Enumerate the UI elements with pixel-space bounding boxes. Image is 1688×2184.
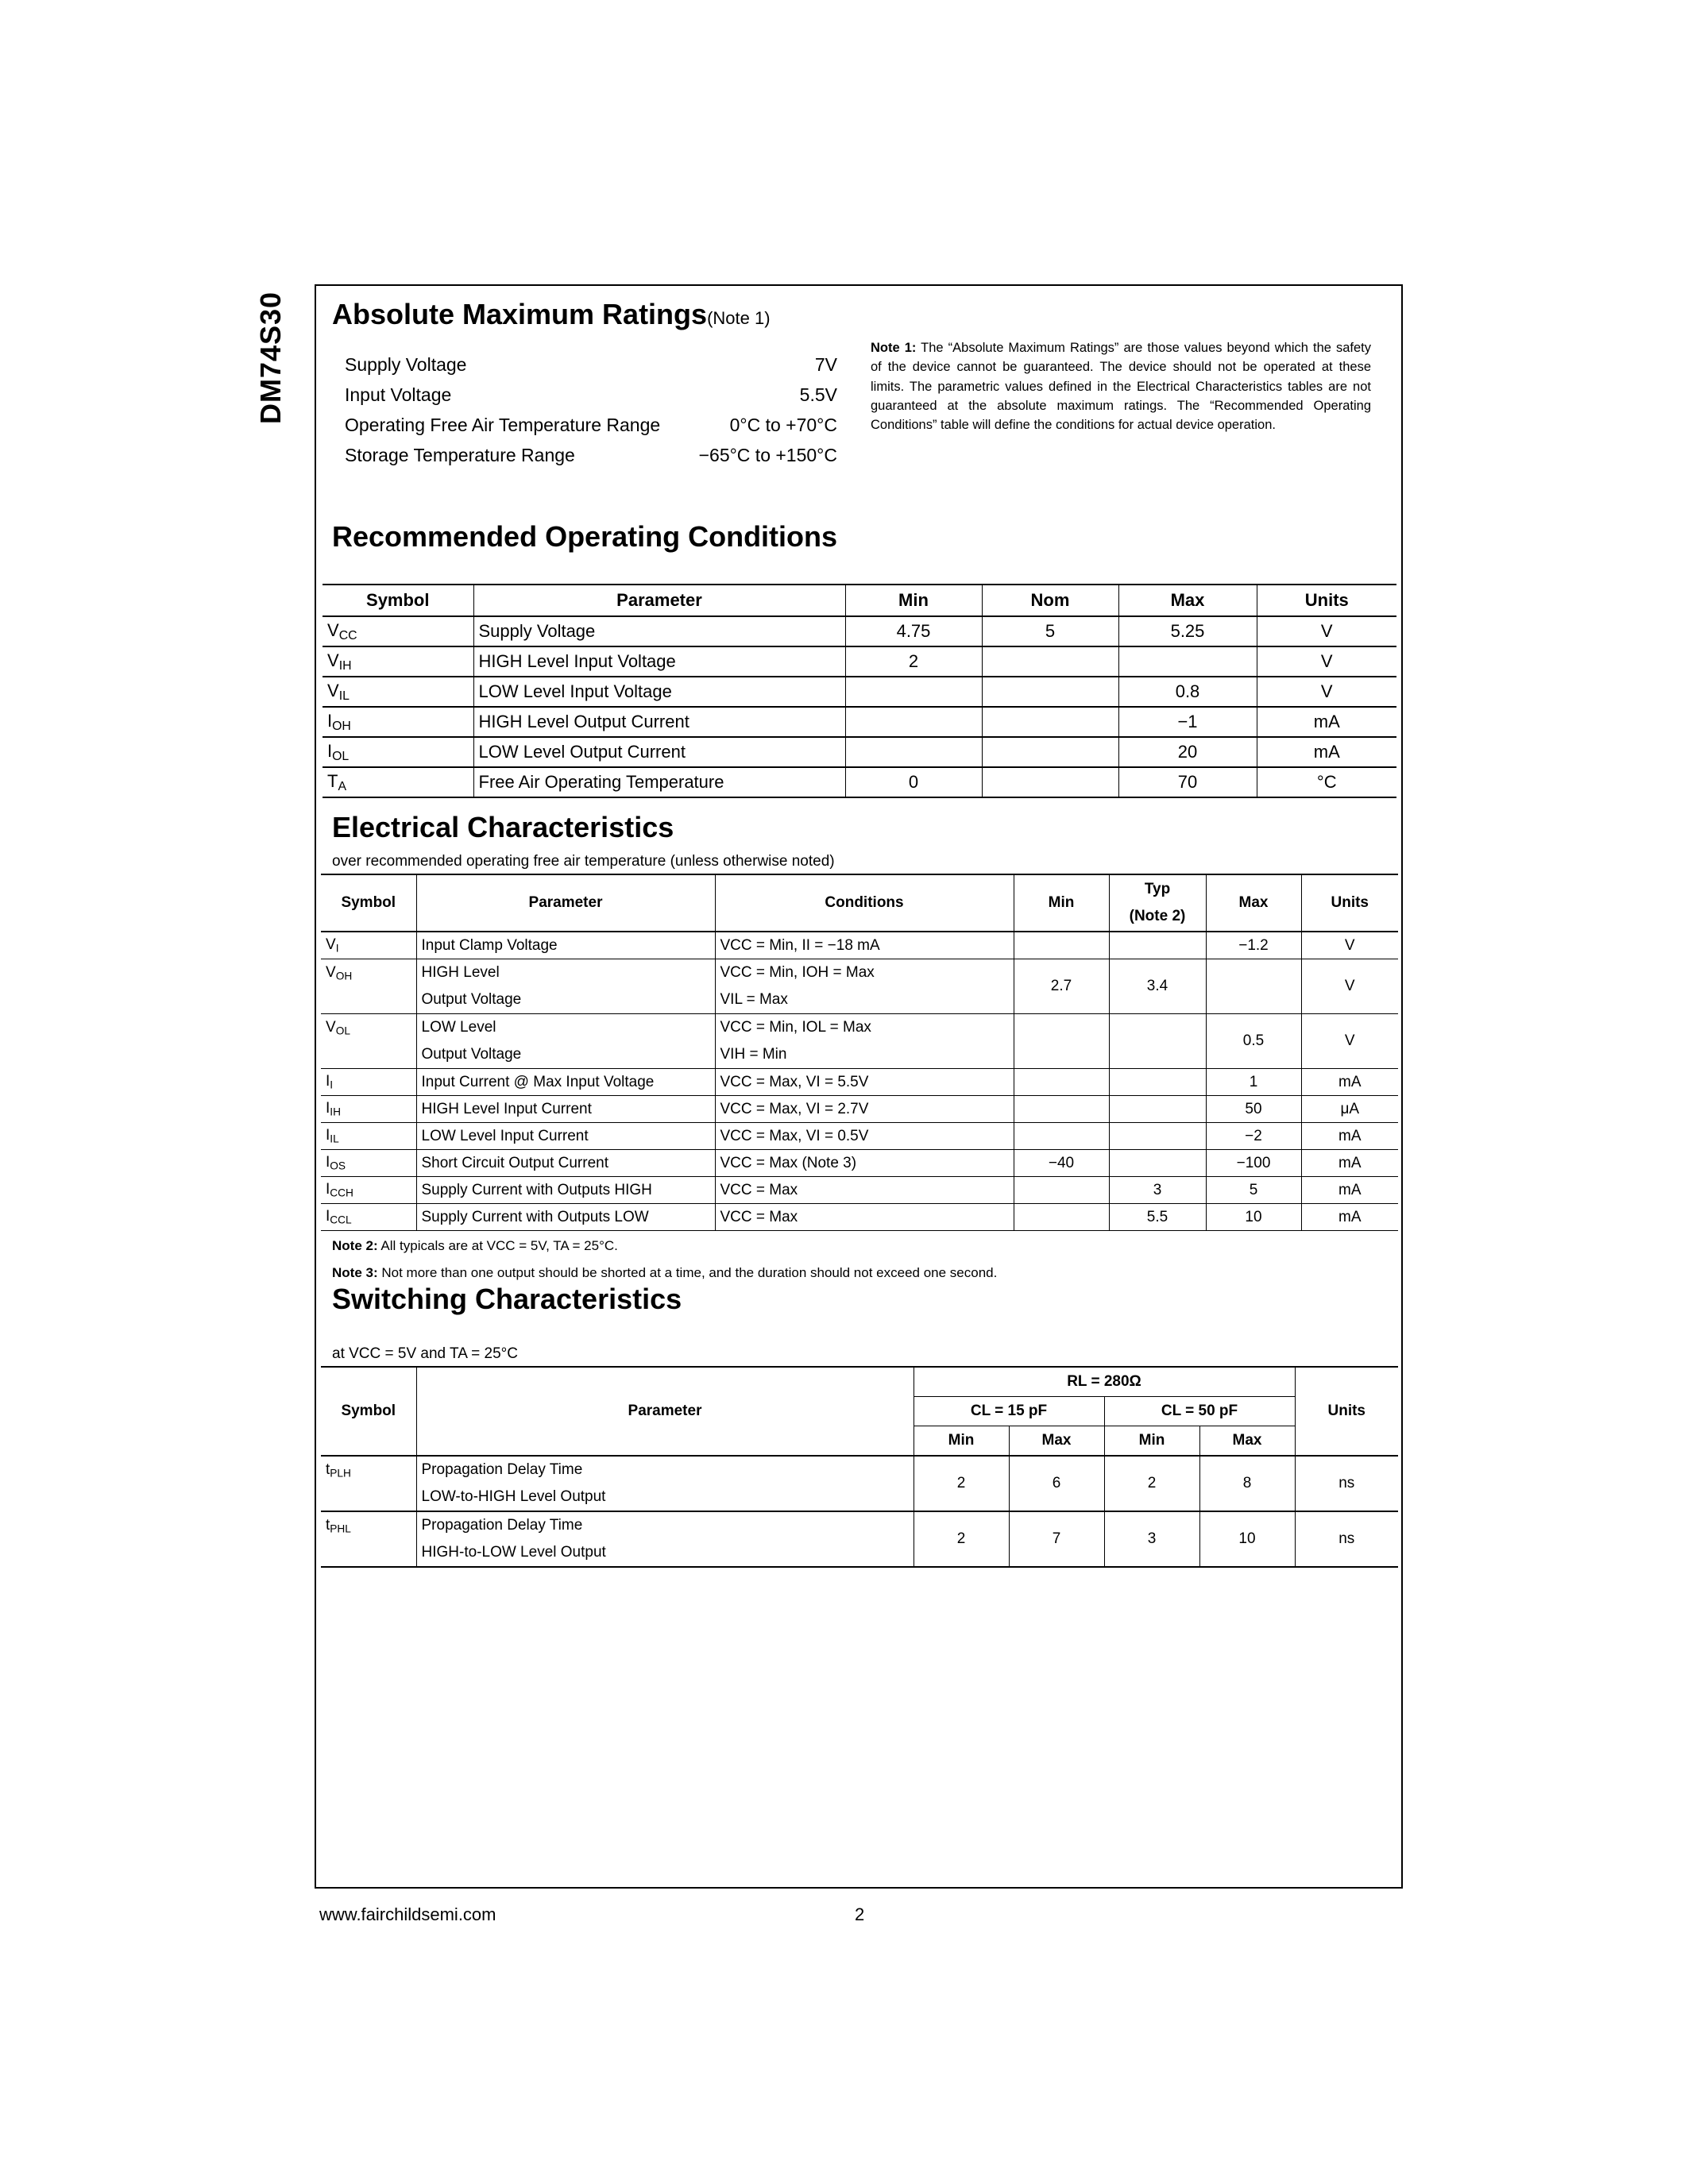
amr-label: Supply Voltage	[345, 354, 467, 375]
ec-max	[1206, 959, 1301, 1014]
sc-header-units: Units	[1295, 1367, 1398, 1456]
roc-max: 0.8	[1118, 677, 1257, 707]
amr-row	[345, 380, 837, 410]
roc-nom	[982, 767, 1118, 797]
ec-max: −100	[1206, 1150, 1301, 1177]
roc-min: 4.75	[845, 616, 982, 646]
note-3: Note 3: Not more than one output should be shorted at a time, and the duration should not exceed one second.	[332, 1265, 998, 1280]
amr-label: Operating Free Air Temperature Range	[345, 415, 661, 435]
ec-symbol: $I_{CCH}$	[321, 1177, 416, 1204]
sc-value: 2	[914, 1456, 1009, 1511]
ec-header-conditions: Conditions	[715, 874, 1014, 932]
sc-units: ns	[1295, 1456, 1398, 1511]
roc-table	[323, 584, 1396, 798]
sc-value: 7	[1009, 1511, 1104, 1567]
roc-max: −1	[1118, 707, 1257, 737]
sc-header-parameter: Parameter	[416, 1367, 914, 1456]
amr-value: 7V	[814, 354, 837, 375]
roc-parameter: Supply Voltage	[473, 616, 845, 646]
ec-max: 1	[1206, 1069, 1301, 1096]
sc-units: ns	[1295, 1511, 1398, 1567]
ec-typ	[1109, 1014, 1206, 1069]
ec-row	[321, 959, 1398, 1014]
roc-row	[323, 677, 1396, 707]
ec-symbol: $I_{OS}$	[321, 1150, 416, 1177]
ec-conditions: VCC = Max, VI = 2.7V	[715, 1096, 1014, 1123]
amr-value: 5.5V	[799, 384, 837, 405]
sc-header-max: Max	[1199, 1426, 1295, 1457]
ec-header-units: Units	[1301, 874, 1398, 932]
ec-row	[321, 1123, 1398, 1150]
sc-title: Switching Characteristics	[332, 1283, 682, 1315]
roc-max: 20	[1118, 737, 1257, 767]
ec-conditions: VCC = Min, IOL = Max VIH = Min	[715, 1014, 1014, 1069]
footer-url-link[interactable]: www.fairchildsemi.com	[319, 1904, 496, 1924]
amr-row	[345, 349, 837, 380]
roc-symbol: $T_A$	[323, 767, 473, 797]
roc-units: mA	[1257, 707, 1396, 737]
roc-nom: 5	[982, 616, 1118, 646]
ec-typ: 3	[1109, 1177, 1206, 1204]
roc-parameter: Free Air Operating Temperature	[473, 767, 845, 797]
ec-header-symbol: Symbol	[321, 874, 416, 932]
roc-min	[845, 737, 982, 767]
ec-parameter: HIGH Level Input Current	[416, 1096, 715, 1123]
ec-row	[321, 932, 1398, 959]
ec-conditions: VCC = Max (Note 3)	[715, 1150, 1014, 1177]
sc-value: 2	[1104, 1456, 1199, 1511]
roc-parameter: HIGH Level Input Voltage	[473, 646, 845, 677]
roc-symbol: $I_{OH}$	[323, 707, 473, 737]
sc-value: 8	[1199, 1456, 1295, 1511]
note-1-text: The “Absolute Maximum Ratings” are those values beyond which the safety of the device cannot be guaranteed. The device should not be operated at these limits. The parametric values defined in the Electrical Characteristics tables are not guaranteed at the absolute maximum ratings. The “Recommended Operating Conditions” table will define the conditions for actual device operation.	[871, 341, 1372, 433]
ec-typ	[1109, 932, 1206, 959]
amr-title: Absolute Maximum Ratings	[332, 298, 708, 330]
ec-max: 0.5	[1206, 1014, 1301, 1069]
ec-min	[1014, 1096, 1109, 1123]
roc-nom	[982, 737, 1118, 767]
ec-units: V	[1301, 959, 1398, 1014]
ec-min	[1014, 1069, 1109, 1096]
ec-units: mA	[1301, 1177, 1398, 1204]
ec-parameter: Short Circuit Output Current	[416, 1150, 715, 1177]
sc-parameter: Propagation Delay Time HIGH-to-LOW Level Output	[416, 1511, 914, 1567]
amr-row	[345, 440, 837, 470]
sc-symbol: $t_{PLH}$	[321, 1456, 416, 1511]
ec-symbol: $V_{OH}$	[321, 959, 416, 1014]
amr-heading	[332, 297, 771, 336]
ec-notes	[332, 1233, 997, 1287]
sc-header-cl15: CL = 15 pF	[914, 1397, 1104, 1426]
sc-header-rl: RL = 280Ω	[914, 1367, 1295, 1397]
roc-row	[323, 646, 1396, 677]
ec-units: V	[1301, 932, 1398, 959]
roc-title: Recommended Operating Conditions	[332, 520, 838, 553]
roc-units: °C	[1257, 767, 1396, 797]
ec-row	[321, 1150, 1398, 1177]
ec-units: μA	[1301, 1096, 1398, 1123]
ec-conditions: VCC = Max, VI = 5.5V	[715, 1069, 1014, 1096]
ec-symbol: $I_{IL}$	[321, 1123, 416, 1150]
roc-header-units: Units	[1257, 585, 1396, 616]
ec-min	[1014, 1204, 1109, 1231]
amr-row	[345, 410, 837, 440]
sc-header-min: Min	[1104, 1426, 1199, 1457]
ec-max: −1.2	[1206, 932, 1301, 959]
ec-units: mA	[1301, 1123, 1398, 1150]
ec-symbol: $I_{CCL}$	[321, 1204, 416, 1231]
roc-parameter: LOW Level Output Current	[473, 737, 845, 767]
ec-typ: 5.5	[1109, 1204, 1206, 1231]
sc-subtitle: at VCC = 5V and TA = 25°C	[332, 1345, 518, 1362]
ec-min: 2.7	[1014, 959, 1109, 1014]
ec-table	[321, 874, 1398, 1231]
ec-max: 10	[1206, 1204, 1301, 1231]
ec-row	[321, 1014, 1398, 1069]
ec-typ	[1109, 1069, 1206, 1096]
ec-typ	[1109, 1096, 1206, 1123]
ec-conditions: VCC = Max	[715, 1177, 1014, 1204]
ec-header-row	[321, 874, 1398, 932]
sc-table	[321, 1366, 1398, 1568]
ec-header-min: Min	[1014, 874, 1109, 932]
note-1-label: Note 1:	[871, 341, 917, 355]
roc-header-nom: Nom	[982, 585, 1118, 616]
ec-min	[1014, 1123, 1109, 1150]
ec-min	[1014, 1014, 1109, 1069]
ec-units: mA	[1301, 1150, 1398, 1177]
sc-header-row	[321, 1367, 1398, 1397]
roc-header-row	[323, 585, 1396, 616]
sc-header-cl50: CL = 50 pF	[1104, 1397, 1295, 1426]
roc-symbol: $I_{OL}$	[323, 737, 473, 767]
roc-nom	[982, 646, 1118, 677]
sc-value: 2	[914, 1511, 1009, 1567]
roc-units: mA	[1257, 737, 1396, 767]
sc-parameter: Propagation Delay Time LOW-to-HIGH Level Output	[416, 1456, 914, 1511]
ec-title: Electrical Characteristics	[332, 811, 674, 843]
ec-max: −2	[1206, 1123, 1301, 1150]
note-2: Note 2: All typicals are at VCC = 5V, TA = 25°C.	[332, 1238, 618, 1253]
roc-max: 5.25	[1118, 616, 1257, 646]
ec-header-typ: Typ (Note 2)	[1109, 874, 1206, 932]
ec-typ	[1109, 1150, 1206, 1177]
ec-symbol: $I_{IH}$	[321, 1096, 416, 1123]
roc-parameter: LOW Level Input Voltage	[473, 677, 845, 707]
ec-parameter: Input Current @ Max Input Voltage	[416, 1069, 715, 1096]
sc-header-max: Max	[1009, 1426, 1104, 1457]
roc-min: 0	[845, 767, 982, 797]
ec-symbol: $V_{OL}$	[321, 1014, 416, 1069]
ec-conditions: VCC = Max	[715, 1204, 1014, 1231]
roc-nom	[982, 707, 1118, 737]
amr-label: Storage Temperature Range	[345, 445, 575, 465]
roc-row	[323, 707, 1396, 737]
sc-row	[321, 1511, 1398, 1567]
ec-symbol: $I_I$	[321, 1069, 416, 1096]
ec-min: −40	[1014, 1150, 1109, 1177]
amr-label: Input Voltage	[345, 384, 452, 405]
roc-max	[1118, 646, 1257, 677]
part-number-side-title: DM74S30	[254, 291, 287, 424]
roc-symbol: $V_{IH}$	[323, 646, 473, 677]
note-1	[871, 338, 1371, 434]
ec-units: mA	[1301, 1204, 1398, 1231]
roc-units: V	[1257, 616, 1396, 646]
ec-symbol: $V_I$	[321, 932, 416, 959]
ec-conditions: VCC = Min, IOH = Max VIL = Max	[715, 959, 1014, 1014]
ec-max: 5	[1206, 1177, 1301, 1204]
ec-conditions: VCC = Max, VI = 0.5V	[715, 1123, 1014, 1150]
roc-nom	[982, 677, 1118, 707]
roc-header-max: Max	[1118, 585, 1257, 616]
roc-parameter: HIGH Level Output Current	[473, 707, 845, 737]
roc-min	[845, 677, 982, 707]
sc-value: 6	[1009, 1456, 1104, 1511]
ec-header-parameter: Parameter	[416, 874, 715, 932]
ec-parameter: Supply Current with Outputs LOW	[416, 1204, 715, 1231]
sc-symbol: $t_{PHL}$	[321, 1511, 416, 1567]
sc-row	[321, 1456, 1398, 1511]
sc-value: 10	[1199, 1511, 1295, 1567]
ec-max: 50	[1206, 1096, 1301, 1123]
ec-conditions: VCC = Min, II = −18 mA	[715, 932, 1014, 959]
ec-parameter: Supply Current with Outputs HIGH	[416, 1177, 715, 1204]
roc-row	[323, 767, 1396, 797]
roc-min: 2	[845, 646, 982, 677]
roc-header-parameter: Parameter	[473, 585, 845, 616]
ec-parameter: HIGH Level Output Voltage	[416, 959, 715, 1014]
roc-units: V	[1257, 646, 1396, 677]
ec-parameter: LOW Level Input Current	[416, 1123, 715, 1150]
sc-header-min: Min	[914, 1426, 1009, 1457]
ec-units: mA	[1301, 1069, 1398, 1096]
roc-header-symbol: Symbol	[323, 585, 473, 616]
roc-row	[323, 737, 1396, 767]
roc-min	[845, 707, 982, 737]
ec-typ	[1109, 1123, 1206, 1150]
sc-header-symbol: Symbol	[321, 1367, 416, 1456]
ec-row	[321, 1069, 1398, 1096]
ec-parameter: Input Clamp Voltage	[416, 932, 715, 959]
amr-value: 0°C to +70°C	[729, 415, 837, 435]
ec-row	[321, 1096, 1398, 1123]
roc-max: 70	[1118, 767, 1257, 797]
ec-min	[1014, 1177, 1109, 1204]
roc-row	[323, 616, 1396, 646]
roc-symbol: $V_{IL}$	[323, 677, 473, 707]
ec-row	[321, 1204, 1398, 1231]
ec-row	[321, 1177, 1398, 1204]
roc-units: V	[1257, 677, 1396, 707]
ec-typ: 3.4	[1109, 959, 1206, 1014]
ec-min	[1014, 932, 1109, 959]
ec-parameter: LOW Level Output Voltage	[416, 1014, 715, 1069]
roc-header-min: Min	[845, 585, 982, 616]
amr-note-ref: (Note 1)	[707, 308, 771, 328]
ec-units: V	[1301, 1014, 1398, 1069]
ec-subtitle: over recommended operating free air temperature (unless otherwise noted)	[332, 853, 835, 870]
ec-header-max: Max	[1206, 874, 1301, 932]
roc-symbol: $V_{CC}$	[323, 616, 473, 646]
sc-value: 3	[1104, 1511, 1199, 1567]
amr-list	[345, 349, 837, 470]
amr-value: −65°C to +150°C	[698, 445, 837, 465]
page-number: 2	[855, 1904, 865, 1924]
